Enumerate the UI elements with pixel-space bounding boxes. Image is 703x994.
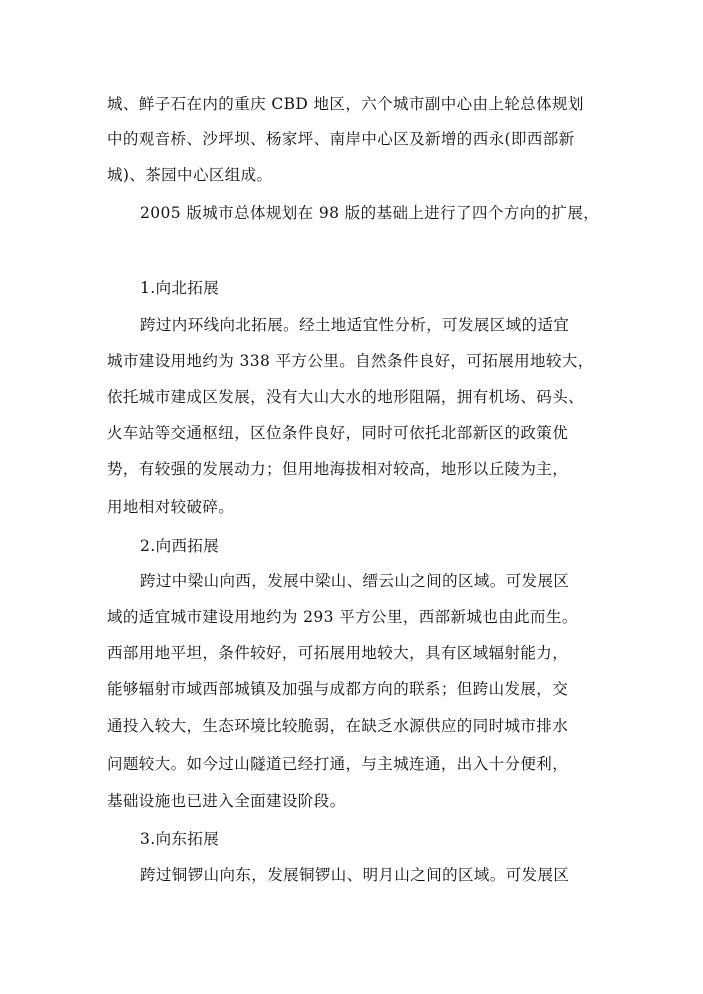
- paragraph-line: 基础设施也已进入全面建设阶段。: [107, 792, 346, 810]
- paragraph-line: 火车站等交通枢纽，区位条件良好，同时可依托北部新区的政策优: [107, 424, 569, 442]
- section-heading: 1.向北拓展: [140, 279, 220, 297]
- section-heading: 3.向东拓展: [140, 830, 220, 848]
- paragraph-line: 通投入较大，生态环境比较脆弱，在缺乏水源供应的同时城市排水: [107, 717, 569, 735]
- paragraph-line: 跨过铜锣山向东，发展铜锣山、明月山之间的区域。可发展区: [140, 866, 570, 884]
- paragraph-line: 2005 版城市总体规划在 98 版的基础上进行了四个方向的扩展，: [140, 204, 600, 222]
- paragraph-line: 势，有较强的发展动力；但用地海拔相对较高，地形以丘陵为主，: [107, 460, 569, 478]
- paragraph-line: 中的观音桥、沙坪坝、杨家坪、南岸中心区及新增的西永(即西部新: [107, 130, 575, 148]
- paragraph-line: 城、鲜子石在内的重庆 CBD 地区，六个城市副中心由上轮总体规划: [107, 95, 584, 113]
- paragraph-line: 城市建设用地约为 338 平方公里。自然条件良好，可拓展用地较大，: [107, 352, 594, 370]
- paragraph-line: 跨过中梁山向西，发展中梁山、缙云山之间的区域。可发展区: [140, 572, 570, 590]
- paragraph-line: 域的适宜城市建设用地约为 293 平方公里，西部新城也由此而生。: [107, 608, 578, 626]
- paragraph-line: 用地相对较破碎。: [107, 498, 235, 516]
- paragraph-line: 西部用地平坦，条件较好，可拓展用地较大，具有区域辐射能力，: [107, 644, 569, 662]
- paragraph-line: 依托城市建成区发展，没有大山大水的地形阻隔，拥有机场、码头、: [107, 388, 585, 406]
- paragraph-line: 问题较大。如今过山隧道已经打通，与主城连通，出入十分便利，: [107, 755, 569, 773]
- paragraph-line: 城)、茶园中心区组成。: [107, 166, 273, 184]
- section-heading: 2.向西拓展: [140, 537, 220, 555]
- paragraph-line: 能够辐射市域西部城镇及加强与成都方向的联系；但跨山发展，交: [107, 680, 569, 698]
- paragraph-line: 跨过内环线向北拓展。经土地适宜性分析，可发展区域的适宜: [140, 316, 570, 334]
